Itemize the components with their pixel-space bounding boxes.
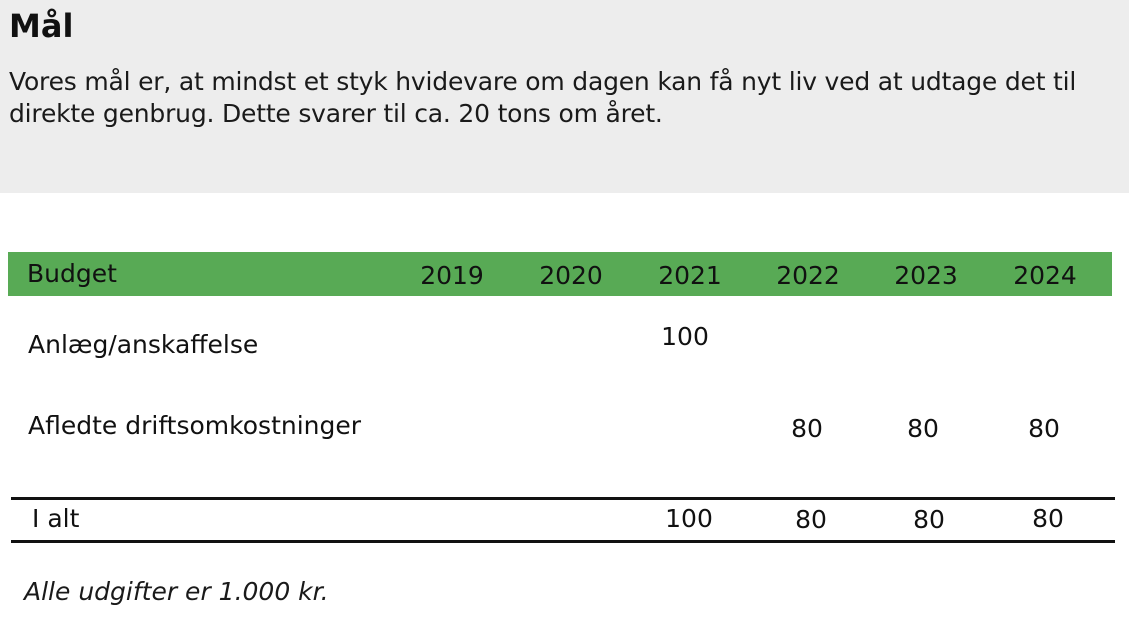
year-header-2024: 2024 (1013, 261, 1077, 290)
year-header-2019: 2019 (420, 261, 484, 290)
total-bottom-rule (11, 540, 1115, 543)
goal-title: Mål (9, 7, 74, 45)
row-label-anlaeg: Anlæg/anskaffelse (28, 330, 259, 359)
value-afledte-2024: 80 (1028, 414, 1060, 443)
budget-header-label: Budget (27, 259, 117, 288)
goal-box (0, 0, 1129, 193)
row-label-afledte: Afledte driftsomkostninger (28, 411, 362, 440)
year-header-2022: 2022 (776, 261, 840, 290)
total-2024: 80 (1032, 504, 1064, 533)
value-afledte-2022: 80 (791, 414, 823, 443)
goal-text: Vores mål er, at mindst et styk hvidevare om dagen kan få nyt liv ved at udtage det til direkte genbrug. Dette svarer til ca. 20 tons om året. (9, 67, 1077, 128)
year-header-2023: 2023 (894, 261, 958, 290)
year-header-2021: 2021 (658, 261, 722, 290)
total-top-rule (11, 497, 1115, 500)
total-2023: 80 (913, 505, 945, 534)
year-header-2020: 2020 (539, 261, 603, 290)
budget-footnote: Alle udgifter er 1.000 kr. (24, 577, 329, 606)
total-2022: 80 (795, 505, 827, 534)
total-label: I alt (32, 504, 80, 533)
total-2021: 100 (665, 504, 713, 533)
value-anlaeg-2021: 100 (661, 322, 709, 351)
value-afledte-2023: 80 (907, 414, 939, 443)
